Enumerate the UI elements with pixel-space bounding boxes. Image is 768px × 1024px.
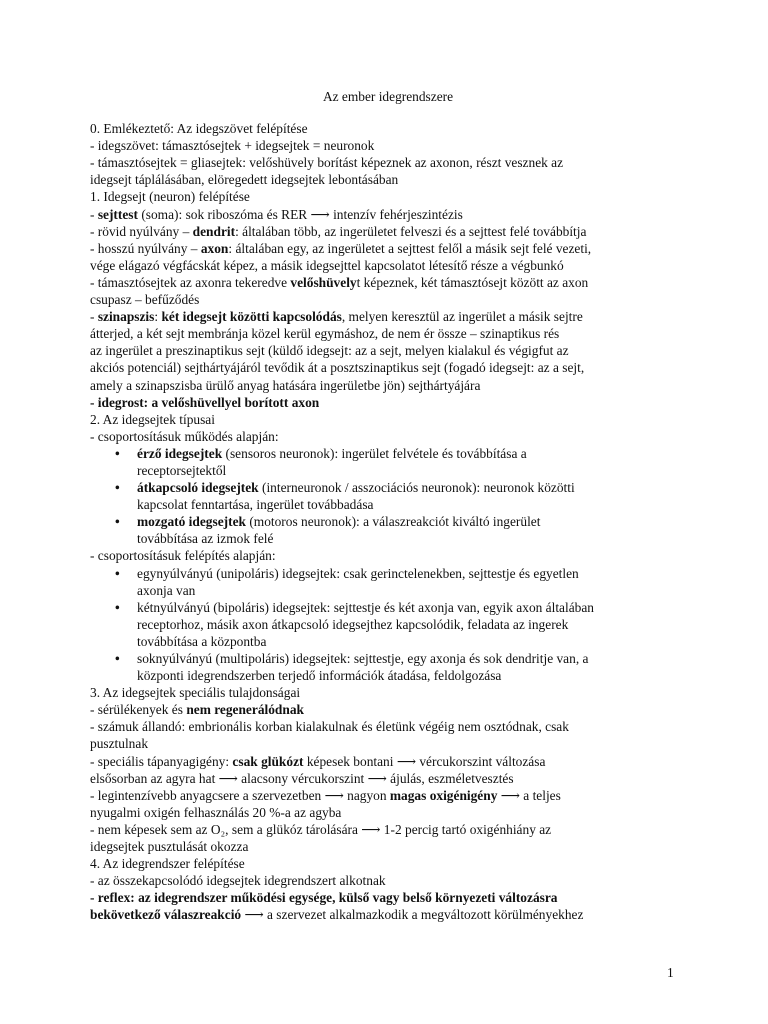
- text-segment: -: [90, 206, 98, 222]
- text-segment: 4. Az idegrendszer felépítése: [90, 856, 245, 872]
- text-segment: receptorsejtektől: [137, 462, 227, 478]
- text-line: [90, 753, 686, 770]
- text-line: [90, 240, 686, 257]
- bullet-line: [137, 530, 686, 547]
- bullet-line: [137, 513, 686, 530]
- text-line: [90, 274, 686, 291]
- text-line: [90, 428, 686, 445]
- bold-text: átkapcsoló idegsejtek: [137, 480, 259, 496]
- text-segment: - csoportosításuk felépítés alapján:: [90, 548, 276, 564]
- text-line: [90, 701, 686, 718]
- text-segment: receptorhoz, másik axon átkapcsoló idegsejthez kapcsolódik, feladata az ingerek: [137, 616, 569, 632]
- bullet-item: [90, 479, 686, 513]
- text-line: [90, 291, 686, 308]
- bullet-line: [137, 667, 686, 684]
- text-line: [90, 787, 686, 804]
- bullet-line: [137, 616, 686, 633]
- text-segment: csupasz – befűződés: [90, 292, 200, 308]
- bullet-icon: •: [115, 565, 120, 581]
- bullet-line: [137, 565, 686, 582]
- text-segment: kapcsolat fenntartása, ingerület továbbadása: [137, 497, 374, 513]
- text-segment: - csoportosításuk működés alapján:: [90, 428, 279, 444]
- text-segment: 1. Idegsejt (neuron) felépítése: [90, 189, 250, 205]
- text-segment: -: [90, 309, 98, 325]
- text-segment: továbbítása az izmok felé: [137, 531, 274, 547]
- text-segment: idegsejtek pusztulását okozza: [90, 839, 249, 855]
- text-line: [90, 394, 686, 411]
- bold-text: velőshüvely: [290, 274, 357, 290]
- text-line: [90, 855, 686, 872]
- text-segment: (sensoros neuronok): ingerület felvétele és továbbítása a: [222, 445, 527, 461]
- text-line: [90, 821, 686, 838]
- bullet-line: [137, 650, 686, 667]
- text-segment: : általában egy, az ingerületet a sejttest felől a másik sejt felé vezeti,: [228, 240, 592, 256]
- text-line: [90, 120, 686, 137]
- text-line: [90, 718, 686, 735]
- bullet-icon: •: [115, 651, 120, 666]
- text-segment: - nem képesek sem az O₂, sem a glükóz tárolására ⟶ 1-2 percig tartó oxigénhiány az: [90, 821, 552, 837]
- document-title: Az ember idegrendszere: [322, 89, 454, 104]
- text-line: [90, 838, 686, 855]
- text-segment: : általában több, az ingerületet felveszi és a sejttest felé továbbítja: [235, 223, 587, 239]
- bullet-line: [137, 582, 686, 599]
- text-segment: kétnyúlványú (bipoláris) idegsejtek: sejttestje és két axonja van, egyik axon általában: [137, 599, 595, 615]
- bold-text: - idegrost: a velőshüvellyel borított axon: [90, 394, 320, 410]
- bold-text: érző idegsejtek: [137, 445, 223, 461]
- bold-text: sejttest: [97, 206, 138, 222]
- bullet-item: [90, 650, 686, 684]
- text-line: [90, 154, 686, 171]
- bold-text: - reflex: az idegrendszer működési egysége, külső vagy belső környezeti változásra: [90, 890, 558, 906]
- bullet-line: [137, 445, 686, 462]
- text-segment: - számuk állandó: embrionális korban kialakulnak és életünk végéig nem osztódnak, csak: [90, 719, 569, 735]
- bold-text: dendrit: [192, 223, 236, 239]
- document-page: [90, 88, 686, 924]
- bold-text: nem regenerálódnak: [186, 702, 304, 718]
- text-segment: elsősorban az agyra hat ⟶ alacsony vércukorszint ⟶ ájulás, eszméletvesztés: [90, 770, 514, 786]
- text-line: [90, 257, 686, 274]
- text-segment: 3. Az idegsejtek speciális tulajdonságai: [90, 685, 301, 701]
- text-line: [90, 872, 686, 889]
- text-segment: képesek bontani ⟶ vércukorszint változása: [303, 753, 546, 769]
- text-segment: - sérülékenyek és: [90, 702, 187, 718]
- bullet-icon: •: [115, 445, 120, 461]
- text-line: [90, 308, 686, 325]
- text-line: [90, 547, 686, 564]
- bold-text: magas oxigénigény: [389, 787, 498, 803]
- bullet-item: [90, 565, 686, 599]
- text-line: [90, 906, 686, 923]
- text-line: [90, 206, 686, 223]
- bullet-item: [90, 445, 686, 479]
- text-segment: (interneuronok / asszociációs neuronok): neuronok közötti: [258, 480, 575, 496]
- bullet-line: [137, 462, 686, 479]
- text-segment: (soma): sok riboszóma és RER ⟶ intenzív fehérjeszintézis: [137, 206, 463, 222]
- text-segment: idegsejt táplálásában, elöregedett idegsejtek lebontásában: [90, 172, 399, 188]
- text-segment: amely a szinapszisba ürülő anyag hatására ingerületbe jön) sejthártyájára: [90, 377, 481, 393]
- text-segment: - támasztósejtek = gliasejtek: velőshüvely borítást képeznek az axonon, részt vesznek az: [90, 155, 564, 171]
- text-segment: akciós potenciál) sejthártyájáról tevődik át a posztszinaptikus sejt (fogadó idegsejt: az a sejt,: [90, 360, 585, 376]
- text-line: [90, 377, 686, 394]
- text-segment: 0. Emlékeztető: Az idegszövet felépítése: [90, 121, 308, 137]
- bold-text: két idegsejt közötti kapcsolódás: [161, 309, 342, 325]
- text-segment: továbbítása a központba: [137, 633, 267, 649]
- text-segment: - legintenzívebb anyagcsere a szervezetben ⟶ nagyon: [90, 787, 390, 803]
- text-segment: - speciális tápanyagigény:: [90, 753, 233, 769]
- bullet-icon: •: [115, 599, 120, 615]
- text-segment: , melyen keresztül az ingerület a másik sejtre: [341, 309, 583, 325]
- text-segment: központi idegrendszerben terjedő információk átadása, feldolgozása: [137, 668, 502, 684]
- bullet-icon: •: [115, 480, 120, 496]
- text-segment: vége elágazó végfácskát képez, a másik idegsejttel kapcsolatot létesítő része a végbunkó: [90, 257, 564, 273]
- text-segment: axonja van: [137, 582, 196, 598]
- text-segment: ⟶ a szervezet alkalmazkodik a megváltozott körülményekhez: [241, 907, 584, 923]
- text-line: [90, 188, 686, 205]
- text-segment: - az összekapcsolódó idegsejtek idegrendszert alkotnak: [90, 873, 386, 889]
- text-segment: az ingerület a preszinaptikus sejt (küldő idegsejt: az a sejt, melyen kialakul és végigfut az: [90, 343, 569, 359]
- bold-text: mozgató idegsejtek: [137, 514, 246, 530]
- text-segment: pusztulnak: [90, 736, 149, 752]
- page-number: 1: [667, 965, 674, 980]
- bold-text: csak glükózt: [232, 753, 304, 769]
- text-segment: - hosszú nyúlvány –: [90, 240, 201, 256]
- text-segment: (motoros neuronok): a válaszreakciót kiváltó ingerület: [245, 514, 541, 530]
- bullet-line: [137, 599, 686, 616]
- bullet-line: [137, 479, 686, 496]
- text-line: [90, 770, 686, 787]
- text-line: [90, 735, 686, 752]
- text-line: [90, 325, 686, 342]
- text-line: [90, 137, 686, 154]
- text-segment: t képeznek, két támasztósejt között az axon: [356, 274, 589, 290]
- text-segment: :: [154, 309, 162, 325]
- text-line: [90, 889, 686, 906]
- bullet-line: [137, 496, 686, 513]
- text-line: [90, 411, 686, 428]
- bullet-line: [137, 633, 686, 650]
- bullet-item: [90, 513, 686, 547]
- text-segment: soknyúlványú (multipoláris) idegsejtek: sejttestje, egy axonja és sok dendritje van, a: [137, 651, 589, 666]
- text-line: [90, 342, 686, 359]
- bold-text: szinapszis: [97, 309, 155, 325]
- text-line: [90, 684, 686, 701]
- text-line: [90, 804, 686, 821]
- text-line: [90, 223, 686, 240]
- text-segment: nyugalmi oxigén felhasználás 20 %-a az agyba: [90, 804, 342, 820]
- bullet-item: [90, 599, 686, 650]
- text-line: [90, 171, 686, 188]
- text-line: [90, 359, 686, 376]
- bullet-icon: •: [115, 514, 120, 530]
- text-segment: egynyúlványú (unipoláris) idegsejtek: csak gerinctelenekben, sejttestje és egyetlen: [137, 565, 579, 581]
- document-body: [90, 120, 686, 923]
- bold-text: bekövetkező válaszreakció: [90, 907, 242, 923]
- text-segment: 2. Az idegsejtek típusai: [90, 411, 215, 427]
- text-segment: átterjed, a két sejt membránja közel kerül egymáshoz, de nem ér össze – szinaptikus rés: [90, 326, 560, 342]
- text-segment: ⟶ a teljes: [497, 787, 561, 803]
- text-segment: - támasztósejtek az axonra tekeredve: [90, 274, 291, 290]
- text-segment: - idegszövet: támasztósejtek + idegsejtek = neuronok: [90, 138, 375, 154]
- text-segment: - rövid nyúlvány –: [90, 223, 193, 239]
- bold-text: axon: [200, 240, 229, 256]
